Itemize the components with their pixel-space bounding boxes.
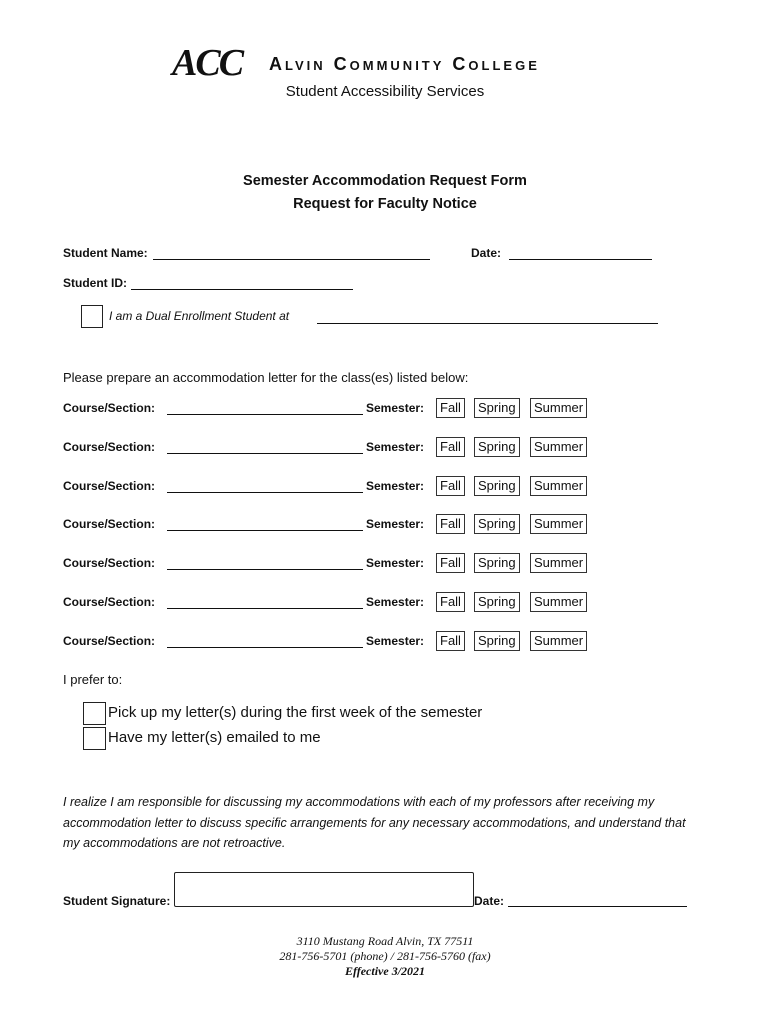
course-section-label: Course/Section: [63, 401, 156, 415]
semester-option-fall[interactable]: Fall [436, 437, 465, 457]
semester-option-summer[interactable]: Summer [530, 437, 587, 457]
signature-label: Student Signature: [63, 894, 171, 908]
email-checkbox[interactable] [83, 727, 106, 750]
signature-date-field[interactable] [508, 906, 687, 907]
college-name: Alvin Community College [269, 54, 540, 74]
semester-option-fall[interactable]: Fall [436, 398, 465, 418]
course-section-label: Course/Section: [63, 633, 156, 648]
semester-option-summer[interactable]: Summer [530, 398, 587, 418]
semester-label: Semester: [366, 478, 425, 493]
course-section-label: Course/Section: [63, 439, 156, 454]
semester-label: Semester: [366, 439, 425, 454]
course-section-field[interactable] [167, 647, 363, 648]
student-id-label: Student ID: [63, 276, 127, 290]
semester-option-fall[interactable]: Fall [436, 514, 465, 534]
course-section-field[interactable] [167, 608, 363, 609]
semester-option-spring[interactable]: Spring [474, 476, 520, 496]
semester-label: Semester: [366, 633, 425, 648]
course-section-label: Course/Section: [63, 478, 156, 493]
student-name-field[interactable] [153, 259, 430, 260]
acknowledgement-text: I realize I am responsible for discussing my accommodations with each of my professors after receiving my accommodation letter to discuss specific arrangements for any necessary accommodations, and understand that my accommodations are not retroactive. [63, 795, 686, 850]
footer-address: 3110 Mustang Road Alvin, TX 77511 [296, 934, 474, 948]
form-subtitle: Request for Faculty Notice [293, 196, 477, 212]
semester-option-fall[interactable]: Fall [436, 553, 465, 573]
semester-option-spring[interactable]: Spring [474, 514, 520, 534]
semester-label: Semester: [366, 517, 425, 532]
semester-option-summer[interactable]: Summer [530, 631, 587, 651]
preference-label: I prefer to: [63, 672, 123, 687]
logo-mark: ACC [172, 42, 243, 84]
course-section-field[interactable] [167, 453, 363, 454]
dual-enrollment-checkbox[interactable] [81, 305, 103, 328]
student-id-field[interactable] [131, 289, 353, 290]
semester-option-spring[interactable]: Spring [474, 437, 520, 457]
date-label: Date: [471, 246, 502, 260]
college-logo [172, 44, 602, 84]
semester-option-spring[interactable]: Spring [474, 553, 520, 573]
semester-option-fall[interactable]: Fall [436, 592, 465, 612]
semester-label: Semester: [366, 401, 425, 415]
course-section-label: Course/Section: [63, 556, 156, 571]
dual-enrollment-school-field[interactable] [317, 323, 658, 324]
signature-date-label: Date: [474, 894, 505, 908]
form-title: Semester Accommodation Request Form [243, 173, 527, 189]
date-field[interactable] [509, 259, 652, 260]
semester-option-fall[interactable]: Fall [436, 476, 465, 496]
semester-option-summer[interactable]: Summer [530, 514, 587, 534]
dual-enrollment-label: I am a Dual Enrollment Student at [109, 309, 290, 323]
semester-option-summer[interactable]: Summer [530, 592, 587, 612]
course-section-field[interactable] [167, 569, 363, 570]
semester-option-spring[interactable]: Spring [474, 398, 520, 418]
semester-label: Semester: [366, 595, 425, 609]
semester-label: Semester: [366, 556, 425, 571]
student-name-label: Student Name: [63, 246, 148, 260]
semester-option-fall[interactable]: Fall [436, 631, 465, 651]
course-section-field[interactable] [167, 530, 363, 531]
course-section-label: Course/Section: [63, 595, 156, 609]
course-section-field[interactable] [167, 492, 363, 493]
signature-field[interactable] [174, 872, 474, 907]
semester-option-summer[interactable]: Summer [530, 553, 587, 573]
email-option-label: Have my letter(s) emailed to me [108, 729, 321, 746]
footer-phone: 281-756-5701 (phone) / 281-756-5760 (fax) [279, 949, 491, 963]
pickup-option-label: Pick up my letter(s) during the first week of the semester [108, 704, 483, 721]
department-name: Student Accessibility Services [285, 83, 485, 100]
courses-intro: Please prepare an accommodation letter for the class(es) listed below: [63, 370, 469, 385]
course-section-field[interactable] [167, 414, 363, 415]
semester-option-summer[interactable]: Summer [530, 476, 587, 496]
pickup-checkbox[interactable] [83, 702, 106, 725]
course-section-label: Course/Section: [63, 517, 156, 532]
semester-option-spring[interactable]: Spring [474, 592, 520, 612]
footer-effective: Effective 3/2021 [344, 964, 426, 978]
semester-option-spring[interactable]: Spring [474, 631, 520, 651]
